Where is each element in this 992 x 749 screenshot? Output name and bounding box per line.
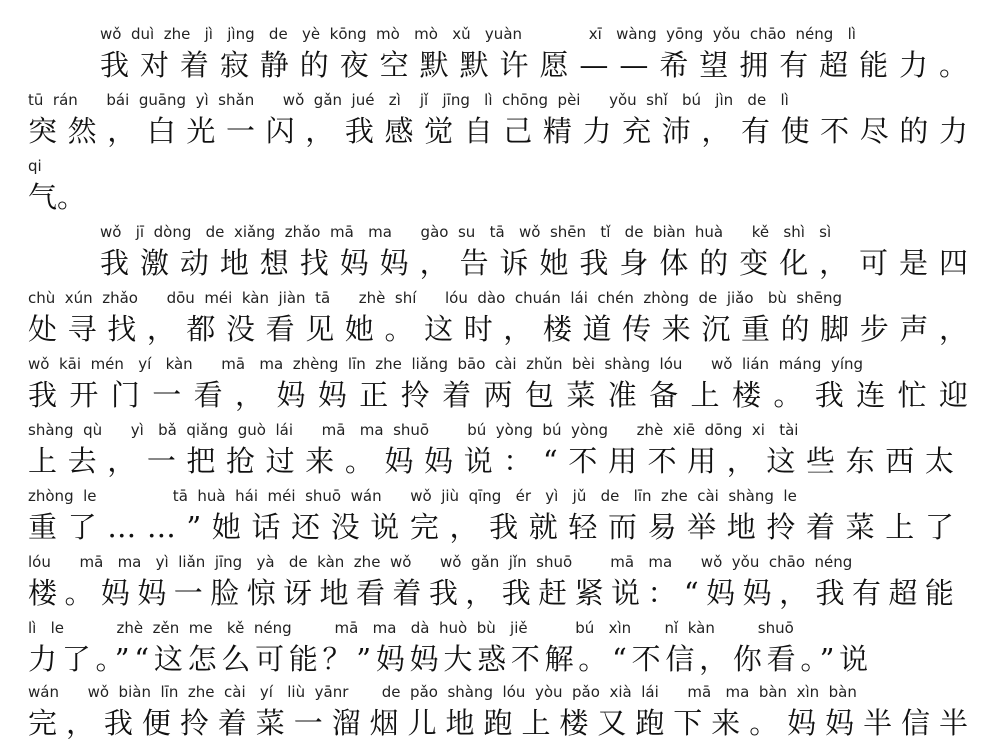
pinyin-row: chù xún zhǎo dōu méi kàn jiàn tā zhè shí lóu dào chuán lái chén zhòng de jiǎo bù shēng (28, 289, 842, 307)
hanzi-row: 处寻找，都没看见她。这时，楼道传来沉重的脚步声， (28, 312, 979, 346)
text-line (0, 157, 992, 223)
text-line (0, 553, 992, 619)
text-line (0, 289, 992, 355)
pinyin-row: tū rán bái guāng yì shǎn wǒ gǎn jué zì jǐ jīng lì chōng pèi yǒu shǐ bú jìn de lì (28, 91, 789, 109)
hanzi-row: 气。 (28, 180, 87, 214)
text-line (0, 223, 992, 289)
text-line (0, 91, 992, 157)
hanzi-row: 上去，一把抢过来。妈妈说：“不用不用，这些东西太 (28, 444, 965, 478)
hanzi-row: 楼。妈妈一脸惊讶地看着我，我赶紧说：“妈妈，我有超能 (28, 576, 962, 610)
pinyin-row: wǒ kāi mén yí kàn mā ma zhèng līn zhe liǎng bāo cài zhǔn bèi shàng lóu wǒ lián máng yíng (28, 355, 864, 373)
text-line (0, 421, 992, 487)
hanzi-row: 我激动地想找妈妈，告诉她我身体的变化，可是四 (100, 246, 979, 280)
pinyin-row: zhòng le tā huà hái méi shuō wán wǒ jiù qīng ér yì jǔ de līn zhe cài shàng le (28, 487, 797, 505)
pinyin-row: lóu mā ma yì liǎn jīng yà de kàn zhe wǒ wǒ gǎn jǐn shuō mā ma wǒ yǒu chāo néng (28, 553, 853, 571)
hanzi-row: 力了。”“这怎么可能？”妈妈大惑不解。“不信，你看。”说 (28, 642, 873, 676)
hanzi-row: 重了……”她话还没说完，我就轻而易举地拎着菜上了 (28, 510, 965, 544)
text-line (0, 619, 992, 685)
pinyin-row: lì le zhè zěn me kě néng mā ma dà huò bù jiě bú xìn nǐ kàn shuō (28, 619, 794, 637)
text-line (0, 683, 992, 749)
pinyin-row: wán wǒ biàn līn zhe cài yí liù yānr de pǎo shàng lóu yòu pǎo xià lái mā ma bàn xìn bàn (28, 683, 857, 701)
hanzi-row: 我开门一看，妈妈正拎着两包菜准备上楼。我连忙迎 (28, 378, 981, 412)
pinyin-row: wǒ duì zhe jì jìng de yè kōng mò mò xǔ yuàn xī wàng yōng yǒu chāo néng lì (100, 25, 856, 43)
text-line (0, 25, 992, 91)
pinyin-row: shàng qù yì bǎ qiǎng guò lái mā ma shuō bú yòng bú yòng zhè xiē dōng xi tài (28, 421, 799, 439)
hanzi-row: 我对着寂静的夜空默默许愿——希望拥有超能力。 (100, 48, 979, 82)
text-line (0, 355, 992, 421)
text-line (0, 487, 992, 553)
pinyin-row: qi (28, 157, 42, 175)
pinyin-row: wǒ jī dòng de xiǎng zhǎo mā ma gào su tā wǒ shēn tǐ de biàn huà kě shì sì (100, 223, 832, 241)
hanzi-row: 突然，白光一闪，我感觉自己精力充沛，有使不尽的力 (28, 114, 979, 148)
hanzi-row: 完，我便拎着菜一溜烟儿地跑上楼又跑下来。妈妈半信半 (28, 706, 977, 740)
